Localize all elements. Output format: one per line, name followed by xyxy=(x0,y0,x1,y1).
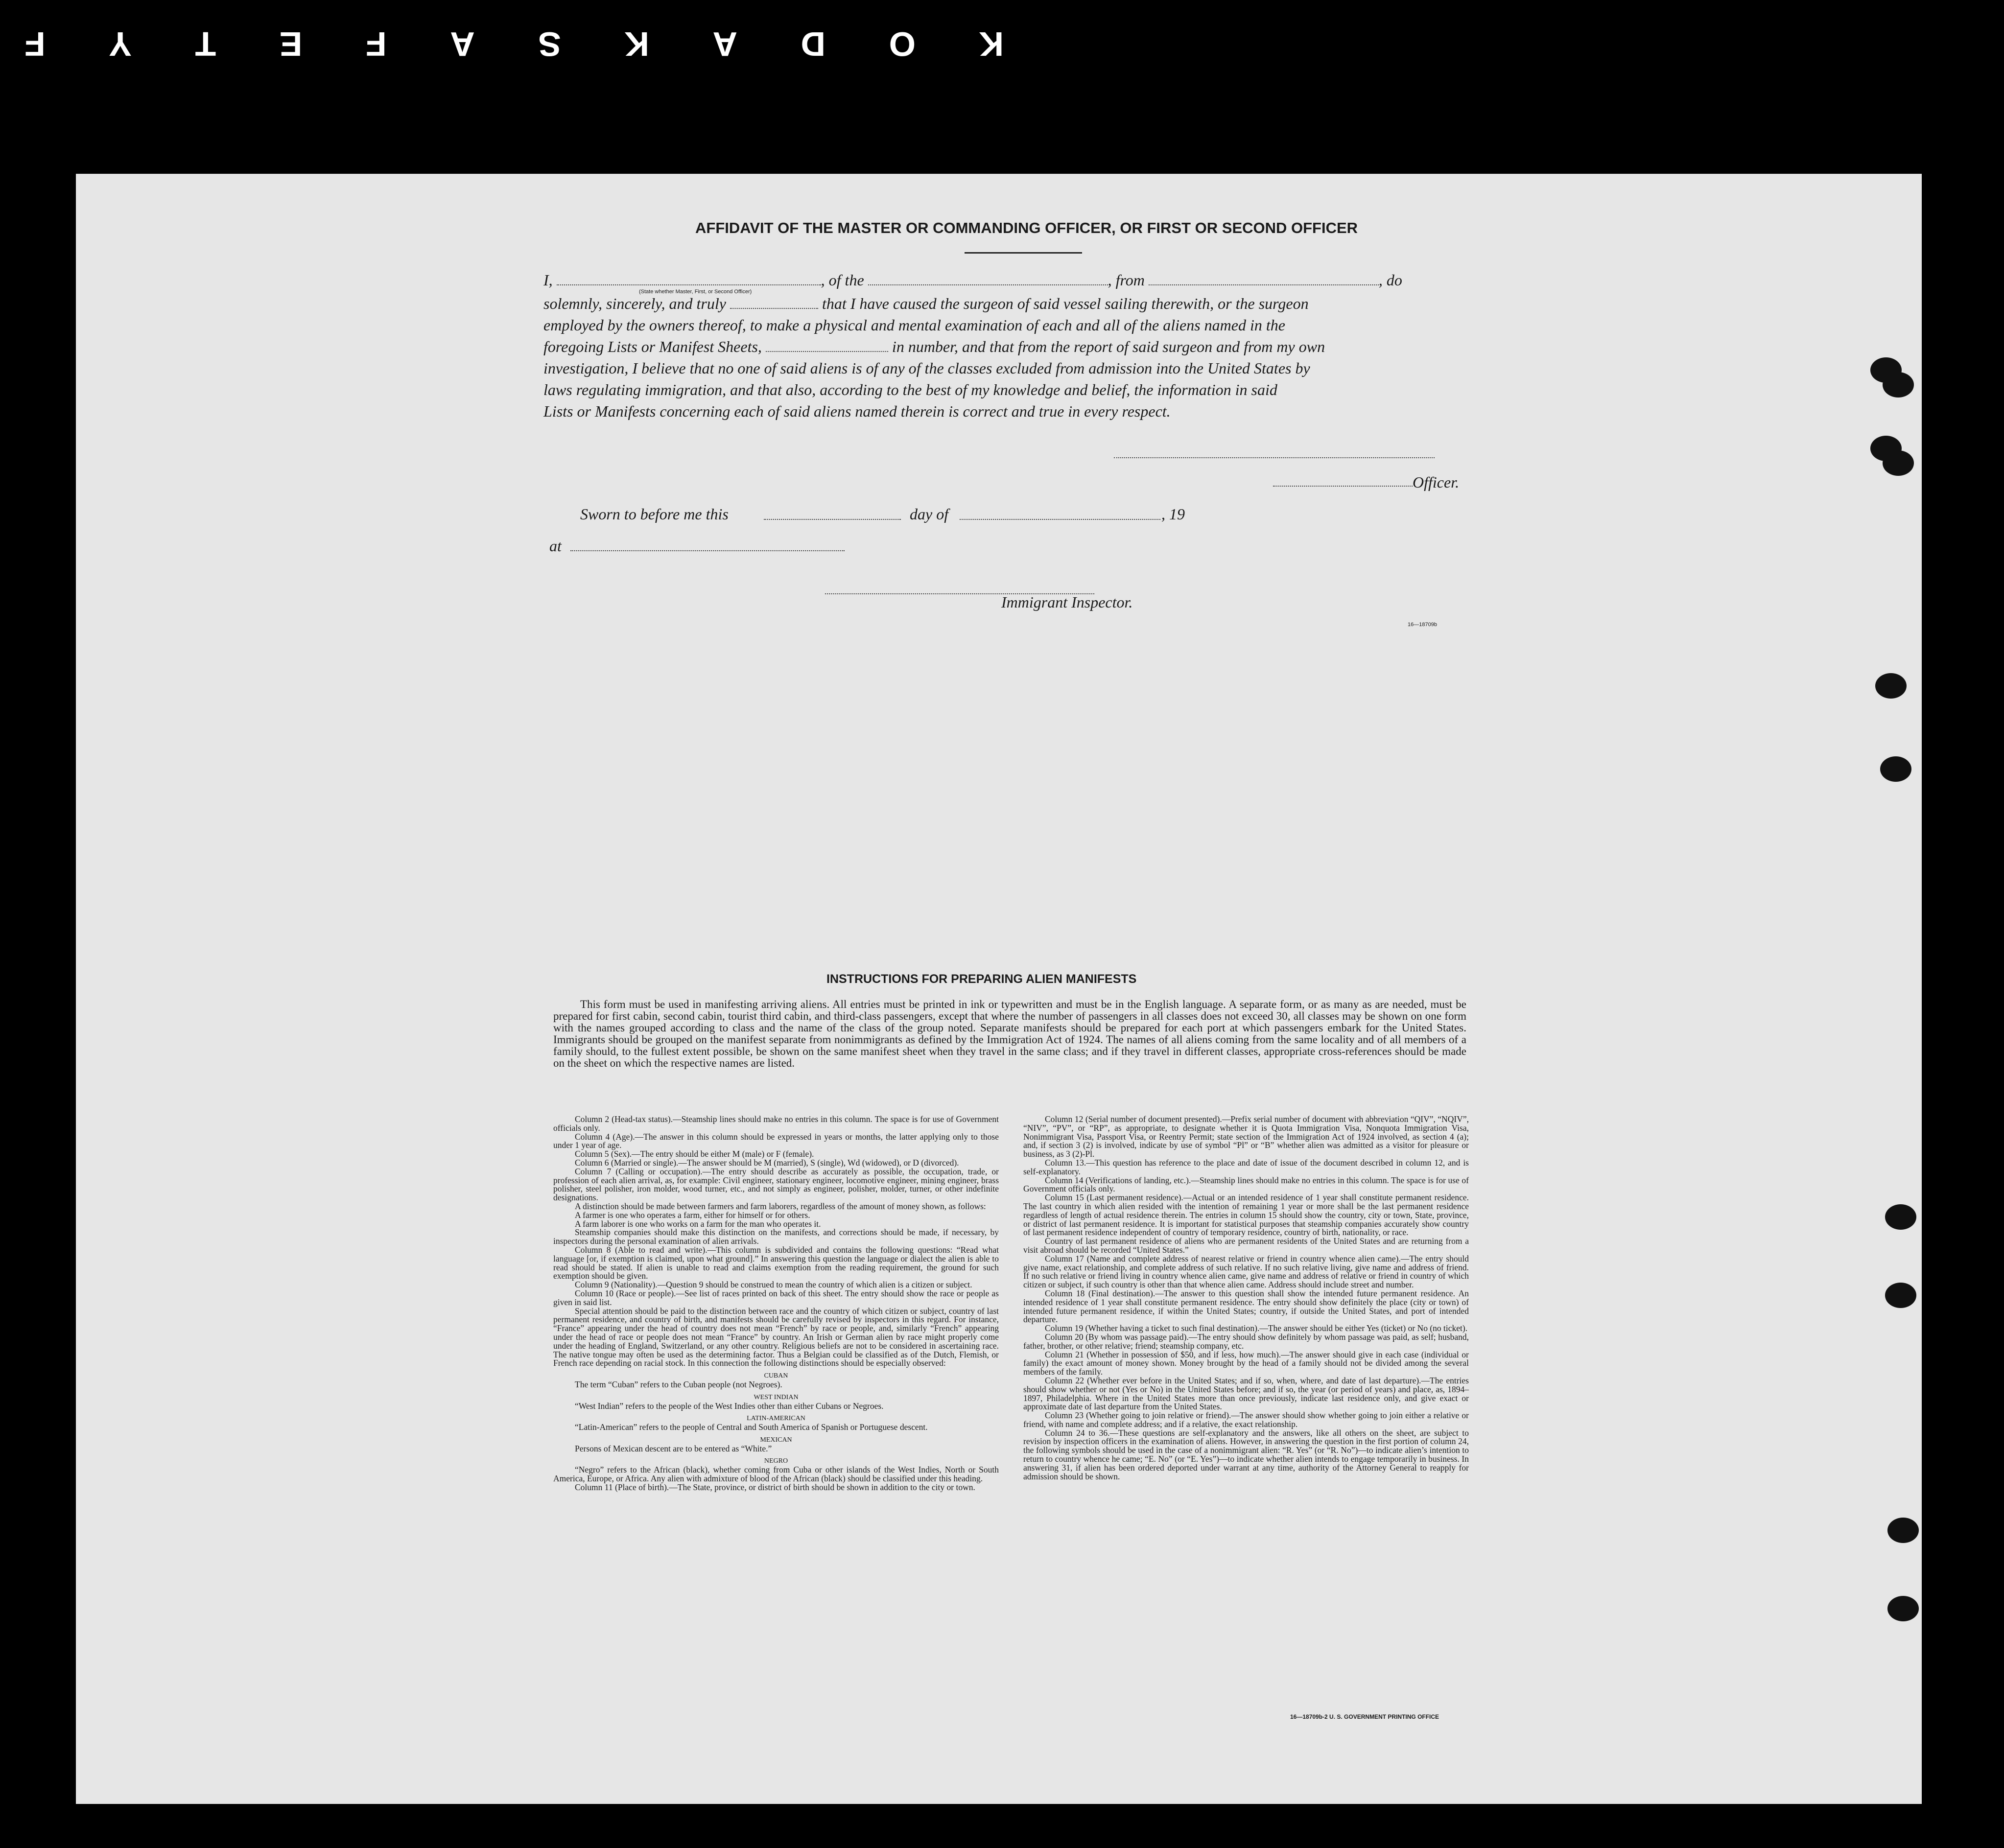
column-11-text: Column 11 (Place of birth).—The State, province, or district of birth should be shown in addition to the city or town. xyxy=(575,1482,975,1492)
sworn-month-line xyxy=(960,518,1160,520)
instruction-paragraph: Column 22 (Whether ever before in the United States; and if so, when, where, and date of last departure).—The entries should show whether or not (Yes or No) in the United States before; and if so, the year (or period of years) and place, as, 1894–1897, Philadelphia. Where in the United States more than once previously, indicate last residence only, and give exact or approximate date of last departure from the United States. xyxy=(1023,1375,1469,1412)
at-label: at xyxy=(549,537,562,555)
negro-text: “Negro” refers to the African (black), whether coming from Cuba or other islands of the West Indies, North or South America, Europe, or Africa. Any alien with admixture of blood of the African (black) should be classified under this heading. xyxy=(553,1465,999,1484)
mexican-heading: MEXICAN xyxy=(760,1436,792,1444)
instruction-paragraph: Column 15 (Last permanent residence).—Actual or an intended residence of 1 year shall constitute permanent residence. The last country in which alien resided with the intention of remaining 1 year or more shall be the last permanent residence regardless of length of actual residence therein. The entries in column 15 should show the country, city or town, State, province, or district of last permanent residence. It is important for statistical purposes that steamship companies accurately show country of last permanent residence independent of country of temporary residence, country of birth, nationality, or race. xyxy=(1023,1193,1469,1238)
day-of-label: day of xyxy=(910,505,949,523)
affidavit-line-5: investigation, I believe that no one of said aliens is of any of the classes excluded from admission into the United States by xyxy=(543,359,1310,377)
officer-line xyxy=(1273,485,1413,487)
west-indian-heading: WEST INDIAN xyxy=(754,1393,799,1401)
title-rule xyxy=(965,252,1082,254)
instruction-paragraph: Column 4 (Age).—The answer in this column should be expressed in years or months, the latter applying only to those under 1 year of age. xyxy=(553,1131,999,1150)
punch-hole xyxy=(1887,1596,1919,1621)
officer-label: Officer. xyxy=(1413,473,1460,491)
instructions-right-column xyxy=(1023,1115,1469,1481)
punch-hole xyxy=(1875,673,1907,699)
cuban-heading: CUBAN xyxy=(764,1372,788,1380)
punch-hole xyxy=(1880,756,1911,782)
instruction-paragraph: Column 18 (Final destination).—The answer to this question shall show the intended future permanent residence. An intended residence of 1 year shall constitute permanent residence. The entry should show definitely the place (city or town) of intended future permanent residence, if within the United States; country, if outside the United States, and port of intended departure. xyxy=(1023,1288,1469,1325)
instruction-paragraph: Column 21 (Whether in possession of $50, and if less, how much).—The answer should give in each case (individual or family) the exact amount of money shown. Money brought by the head of a family should not be divided among the several members of the family. xyxy=(1023,1349,1469,1377)
affidavit-line-7: Lists or Manifests concerning each of said aliens named therein is correct and true in every respect. xyxy=(543,402,1171,420)
instruction-paragraph: Column 19 (Whether having a ticket to such final destination).—The answer should be either Yes (ticket) or No (no ticket). xyxy=(1045,1323,1468,1333)
instruction-paragraph: Column 6 (Married or single).—The answer should be M (married), S (single), Wd (widowed), or D (divorced). xyxy=(575,1157,959,1168)
negro-heading: NEGRO xyxy=(764,1457,788,1465)
affidavit-title: AFFIDAVIT OF THE MASTER OR COMMANDING OFFICER, OR FIRST OR SECOND OFFICER xyxy=(695,219,1358,236)
affidavit-line-2: solemnly, sincerely, and truly that I have caused the surgeon of said vessel sailing therewith, or the surgeon xyxy=(543,295,1309,312)
instruction-paragraph: A farmer is one who operates a farm, either for himself or for others. xyxy=(575,1210,810,1220)
sworn-day-line xyxy=(764,518,901,520)
film-edge-marking: K O D A K S A F E T Y F xyxy=(24,25,1004,63)
punch-hole xyxy=(1885,1283,1916,1308)
west-indian-text: “West Indian” refers to the people of the West Indies other than either Cubans or Negroes. xyxy=(575,1401,884,1411)
at-line xyxy=(570,549,845,551)
instruction-paragraph: Column 23 (Whether going to join relative or friend).—The answer should show whether going to join either a relative or friend, with name and complete address; and if a relative, the exact relationship. xyxy=(1023,1410,1469,1429)
latin-american-heading: LATIN-AMERICAN xyxy=(747,1415,805,1423)
instruction-paragraph: Column 5 (Sex).—The entry should be either M (male) or F (female). xyxy=(575,1149,814,1159)
instruction-paragraph: Column 13.—This question has reference to the place and date of issue of the document described in column 12, and is self-explanatory. xyxy=(1023,1157,1469,1176)
instruction-paragraph: Column 20 (By whom was passage paid).—The entry should show definitely by whom passage was paid, as self; husband, father, brother, or other relative; friend; steamship company, etc. xyxy=(1023,1332,1469,1351)
affidavit-line-3: employed by the owners thereof, to make a physical and mental examination of each and all of the aliens named in the xyxy=(543,316,1285,334)
instruction-paragraph: Column 17 (Name and complete address of nearest relative or friend in country whence alien came).—The entry should give name, exact relationship, and complete address of such relative. If no such relative living, give name and address of friend. If no such relative or friend living in country whence alien came, give name and address of relative or friend in country of which citizen or subject, if such country is other than that whence alien came. Address should include street and number. xyxy=(1023,1253,1469,1290)
instructions-intro: This form must be used in manifesting arriving aliens. All entries must be printed in ink or typewritten and must be in the English language. A separate form, or as many as are needed, must be prepared for first cabin, second cabin, tourist third cabin, and third-class passengers, except that where the number of passengers in all classes does not exceed 30, all classes may be shown on one form with the names grouped according to class and the name of the class of the group noted. Separate manifests should be prepared for each port at which passengers embark for the United States. Immigrants should be grouped on the manifest separate from nonimmigrants as defined by the Immigration Act of 1924. The names of all aliens coming from the same locality and of all members of a family should, to the fullest extent possible, be shown on the same manifest sheet when they travel in the same class; and if they travel in different classes, appropriate cross-references should be made on the sheet on which the respective names are listed. xyxy=(553,998,1466,1069)
instruction-paragraph: Special attention should be paid to the distinction between race and the country of which citizen or subject, country of last permanent residence, and country of birth, and manifests should be carefully revised by inspectors in this regard. For instance, “France” appearing under the head of country does not mean “French” by race or people, and, similarly “French” appearing under the head of race or people does not mean “France” by country. An Irish or German alien by race might properly come under the heading of England, Switzerland, or any other country. Religious beliefs are not to be considered in ascertaining race. The native tongue may often be used as the determining factor. Thus a Belgian could be classified as of the Dutch, Flemish, or French race depending on racial stock. In this connection the following distinctions should be especially observed: xyxy=(553,1306,999,1368)
form-number: 16—18709b xyxy=(1408,622,1437,628)
year-label: , 19 xyxy=(1161,505,1185,523)
affidavit-line-1: I, , of the , from , do xyxy=(543,271,1402,289)
instructions-title: INSTRUCTIONS FOR PREPARING ALIEN MANIFESTS xyxy=(826,972,1137,986)
instruction-paragraph: A distinction should be made between farmers and farm laborers, regardless of the amount of money shown, as follows: xyxy=(575,1201,986,1211)
instruction-paragraph: Country of last permanent residence of aliens who are permanent residents of the United States and are returning from a visit abroad should be recorded “United States.” xyxy=(1023,1236,1469,1255)
punch-hole xyxy=(1883,450,1914,476)
affidavit-line-6: laws regulating immigration, and that also, according to the best of my knowledge and belief, the information in said xyxy=(543,381,1277,398)
inspector-label: Immigrant Inspector. xyxy=(1001,593,1133,611)
cuban-text: The term “Cuban” refers to the Cuban people (not Negroes). xyxy=(575,1379,782,1389)
punch-hole xyxy=(1883,372,1914,398)
latin-american-text: “Latin-American” refers to the people of Central and South America of Spanish or Portuguese descent. xyxy=(575,1422,928,1432)
instruction-paragraph: Column 2 (Head-tax status).—Steamship lines should make no entries in this column. The space is for use of Government officials only. xyxy=(553,1114,999,1133)
instruction-paragraph: Steamship companies should make this distinction on the manifests, and corrections should be made, if necessary, by inspectors during the personal examination of alien arrivals. xyxy=(553,1227,999,1246)
instruction-paragraph: Column 7 (Calling or occupation).—The entry should describe as accurately as possible, the occupation, trade, or profession of each alien arrival, as, for example: Civil engineer, stationary engineer, locomotive engineer, mining engineer, brass polisher, steel polisher, iron molder, wood turner, etc., and not simply as engineer, polisher, molder, turner, or other indefinite designations. xyxy=(553,1166,999,1203)
instructions-left-column xyxy=(553,1115,999,1492)
affidavit-line-4: foregoing Lists or Manifest Sheets, in number, and that from the report of said surgeon and from my own xyxy=(543,338,1325,355)
officer-note: (State whether Master, First, or Second Officer) xyxy=(639,289,752,295)
instruction-paragraph: A farm laborer is one who works on a farm for the man who operates it. xyxy=(575,1218,821,1229)
instruction-paragraph: Column 10 (Race or people).—See list of races printed on back of this sheet. The entry should show the race or people as given in said list. xyxy=(553,1288,999,1307)
signature-line xyxy=(1114,456,1435,458)
instruction-paragraph: Column 12 (Serial number of document presented).—Prefix serial number of document with abbreviation “QIV”, “NQIV”, “NIV”, “PV”, or “RP”, as appropriate, to designate whether it is Quota Immigration Visa, Nonquota Immigration Visa, Nonimmigrant Visa, Passport Visa, or Reentry Permit; state section of the Immigration Act of 1924 involved, as section 4 (a); and, if section 3 (2) is involved, indicate by use of symbol “Pl” or “B” whether alien was admitted as a visitor for pleasure or business, as 3 (2)-Pl. xyxy=(1023,1114,1469,1159)
instruction-paragraph: Column 24 to 36.—These questions are self-explanatory and the answers, like all others on the sheet, are subject to revision by inspection officers in the examination of aliens. However, in answering the question in the first portion of column 24, the following symbols should be used in the case of a nonimmigrant alien: “R. Yes” (or “R. No”)—to indicate alien’s intention to return to country whence he came; “E. No” (or “E. Yes”)—to indicate whether alien intends to engage temporarily in business. In answering 31, if alien has been ordered deported under warrant at any time, authority of the Attorney General to reapply for admission should be shown. xyxy=(1023,1427,1469,1481)
instruction-paragraph: Column 9 (Nationality).—Question 9 should be construed to mean the country of which alien is a citizen or subject. xyxy=(575,1280,972,1290)
mexican-text: Persons of Mexican descent are to be entered as “White.” xyxy=(575,1443,772,1453)
instruction-paragraph: Column 8 (Able to read and write).—This column is subdivided and contains the following questions: “Read what language [or, if exemption is claimed, upon what ground].” In answering this question the language or dialect the alien is able to read should be stated. If alien is unable to read and claims exemption from the reading requirement, the ground for such exemption should be given. xyxy=(553,1244,999,1281)
punch-hole xyxy=(1885,1204,1916,1230)
sworn-label: Sworn to before me this xyxy=(580,505,729,523)
printing-office-footer: 16—18709b-2 U. S. GOVERNMENT PRINTING OFFICE xyxy=(1290,1713,1439,1720)
punch-hole xyxy=(1887,1518,1919,1543)
instruction-paragraph: Column 14 (Verifications of landing, etc.).—Steamship lines should make no entries in this column. The space is for use of Government officials only. xyxy=(1023,1175,1469,1194)
